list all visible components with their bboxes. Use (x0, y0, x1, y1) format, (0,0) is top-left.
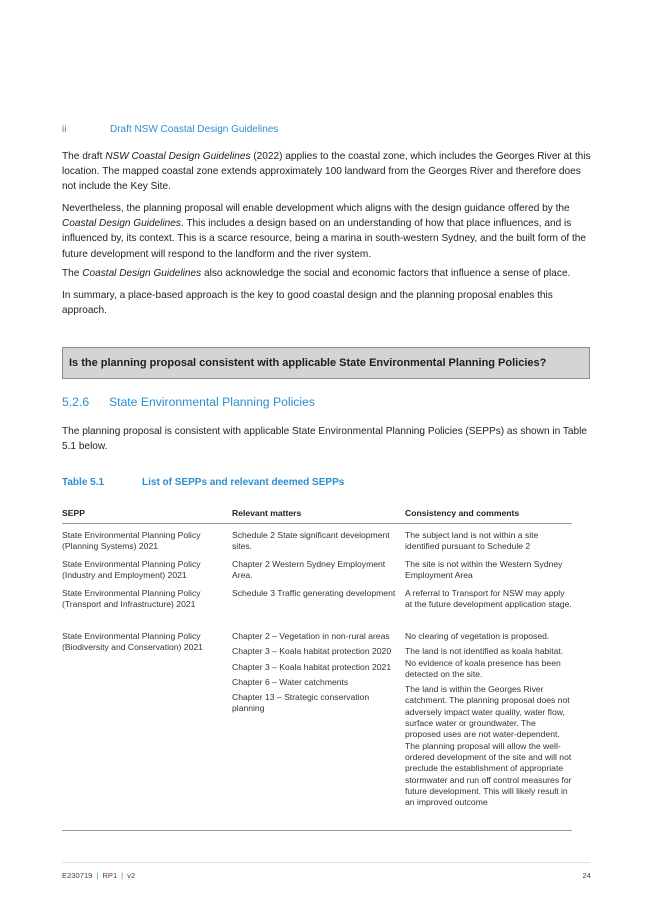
section-title: State Environmental Planning Policies (109, 395, 315, 409)
footer-version: v2 (127, 871, 136, 880)
cell-sepp: State Environmental Planning Policy (Planning Systems) 2021 (62, 530, 201, 552)
table-caption-number: Table 5.1 (62, 477, 105, 488)
cell-sepp: State Environmental Planning Policy (Transport and Infrastructure) 2021 (62, 588, 201, 610)
footer-separator: | (121, 871, 124, 880)
paragraph-italic: Coastal Design Guidelines (82, 268, 202, 279)
table-row (62, 530, 572, 558)
comment-item: No clearing of vegetation is proposed. (405, 631, 550, 641)
section-intro: The planning proposal is consistent with applicable State Environmental Planning Policies (SEPPs) as shown in Table 5.1 below. (62, 426, 587, 453)
matter-item: Chapter 3 – Koala habitat protection 2021 (232, 661, 392, 672)
table-row (62, 559, 572, 587)
matter-item: Chapter 13 – Strategic conservation planning (232, 692, 370, 714)
table-bottom-rule (62, 830, 572, 831)
paragraph-text: . This includes a design based on an understanding of how that place influences, and is influenced by, its context. This is a scarce resource, being a marina in south-western Sydney, and the built form of the future development will respond to the landform and the river system. (62, 218, 587, 260)
table-row (62, 588, 572, 626)
table-header-row (62, 508, 572, 524)
paragraph-italic: NSW Coastal Design Guidelines (105, 151, 251, 162)
cell-comments: The subject land is not within a site identified pursuant to Schedule 2 (405, 530, 539, 552)
cell-comments: A referral to Transport for NSW may apply at the future development application stage. (405, 588, 572, 610)
table-caption-title: List of SEPPs and relevant deemed SEPPs (142, 477, 345, 488)
matter-item: Chapter 3 – Koala habitat protection 2020 (232, 646, 392, 657)
question-banner (62, 347, 590, 379)
paragraph-text: also acknowledge the social and economic factors that influence a sense of place. (201, 268, 571, 279)
question-text: Is the planning proposal consistent with applicable State Environmental Planning Policies? (69, 357, 547, 369)
footer-doc-info (62, 871, 135, 880)
table-header-sepp: SEPP (62, 508, 85, 518)
cell-comments (405, 631, 572, 812)
footer-separator: | (96, 871, 99, 880)
footer-report: RP1 (102, 871, 118, 880)
subsection-title: Draft NSW Coastal Design Guidelines (110, 124, 279, 135)
sepp-table (62, 508, 572, 808)
table-header-comments: Consistency and comments (405, 508, 520, 518)
cell-matters: Chapter 2 Western Sydney Employment Area. (232, 559, 386, 581)
footer-divider (62, 862, 590, 863)
cell-sepp: State Environmental Planning Policy (Industry and Employment) 2021 (62, 559, 201, 581)
paragraph-3 (62, 266, 596, 281)
subsection-heading (62, 124, 278, 135)
section-number: 5.2.6 (62, 395, 90, 409)
paragraph-2 (62, 201, 596, 262)
paragraph-text: The draft (62, 151, 106, 162)
table-caption (62, 477, 344, 488)
paragraph-italic: Coastal Design Guidelines (62, 218, 181, 230)
paragraph-4: In summary, a place-based approach is the key to good coastal design and the planning proposal enables this approach. (62, 290, 553, 317)
cell-matters (232, 631, 400, 719)
paragraph-text: The (62, 268, 83, 279)
paragraph-text: (2022) applies to the coastal zone, which includes the Georges River at this location. The mapped coastal zone extends approximately 100 landward from the Georges River and therefore does not include the Key Site. (62, 151, 591, 193)
comment-item: The land is within the Georges River catchment. The planning proposal does not adversely impact water quality, water flow, surface water or groundwater. The proposed uses are not water-dependent. The planning proposal will allow the well-ordered development of the site and will not preclude the establishment of appropriate stormwater and run off control measures for future development. This will likely result in an improved outcome (405, 684, 572, 808)
matter-item: Chapter 6 – Water catchments (232, 676, 349, 687)
table-header-matters: Relevant matters (232, 508, 302, 518)
page-number: 24 (582, 871, 591, 880)
paragraph-text: Nevertheless, the planning proposal will enable development which aligns with the design guidance offered by the (62, 203, 570, 214)
footer-doc-id: E230719 (62, 871, 93, 880)
cell-matters: Schedule 3 Traffic generating development (232, 588, 396, 598)
section-heading (62, 395, 315, 409)
paragraph-1 (62, 149, 596, 195)
subsection-number: ii (62, 124, 67, 135)
matter-item: Chapter 2 – Vegetation in non-rural areas (232, 631, 390, 641)
cell-sepp: State Environmental Planning Policy (Biodiversity and Conservation) 2021 (62, 631, 203, 653)
cell-matters: Schedule 2 State significant development sites. (232, 530, 390, 552)
comment-item: The land is not identified as koala habitat. No evidence of koala presence has been detected on the site. (405, 646, 564, 679)
cell-comments: The site is not within the Western Sydney Employment Area (405, 559, 563, 581)
